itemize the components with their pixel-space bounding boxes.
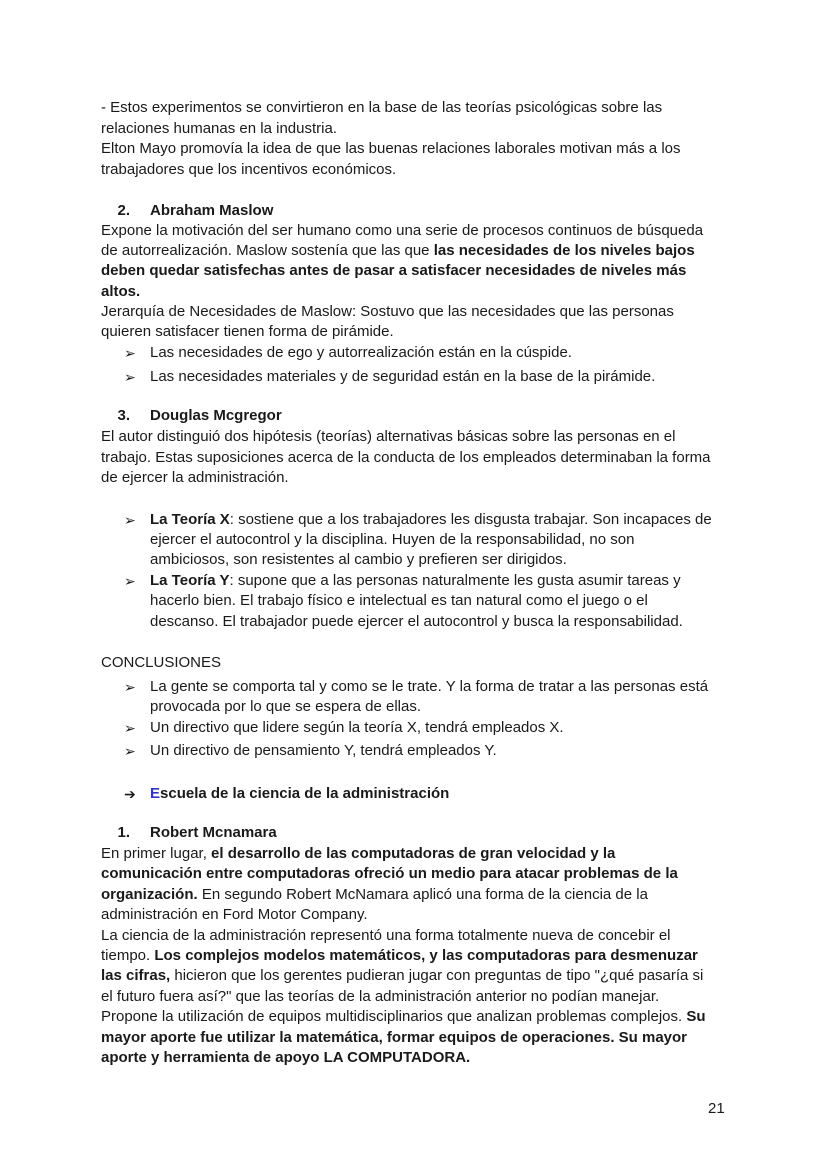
text-line xyxy=(150,698,421,716)
arrowhead-bullet-icon: ➢ xyxy=(124,743,136,759)
text-line xyxy=(101,140,681,158)
bold-text: las cifras, xyxy=(101,967,171,984)
text: : sostiene que a los trabajadores les disgusta trabajar. Son incapaces de xyxy=(229,511,712,528)
section-heading xyxy=(117,824,277,842)
text-line xyxy=(101,865,678,883)
arrowhead-bullet-icon: ➢ xyxy=(124,679,136,695)
text: ambiciosos, son resistentes al cambio y prefieren ser dirigidos. xyxy=(150,551,567,568)
text: trabajo. Estas suposiciones acerca de la conducta de los empleados determinaban la forma xyxy=(101,449,711,466)
bullet-item xyxy=(124,742,497,760)
text: La gente se comporta tal y como se le trate. Y la forma de tratar a las personas está xyxy=(150,678,709,695)
text-line xyxy=(101,222,703,240)
text: administración en Ford Motor Company. xyxy=(101,906,368,923)
text-line xyxy=(101,886,648,904)
text-line xyxy=(101,428,675,446)
text-line xyxy=(101,906,368,924)
bold-text: las necesidades de los niveles bajos xyxy=(433,242,695,259)
bold-text: altos. xyxy=(101,283,141,300)
text-line xyxy=(101,120,337,138)
bold-text: E xyxy=(150,785,161,802)
text: tiempo. xyxy=(101,947,155,964)
text: CONCLUSIONES xyxy=(101,654,222,671)
bold-text: mayor aporte fue utilizar la matemática, formar equipos de operaciones. Su mayor xyxy=(101,1029,688,1046)
bullet-item xyxy=(124,572,681,590)
text: el futuro fuera así?" que las teorías de la administración anterior no podían manejar. xyxy=(101,988,660,1005)
text: ejercer el autocontrol y la disciplina. Huyen de la responsabilidad, no son xyxy=(150,531,635,548)
bold-text: La Teoría Y xyxy=(150,572,230,589)
text-line xyxy=(101,654,221,672)
page-number: 21 xyxy=(708,1100,725,1117)
text-line xyxy=(150,613,683,631)
text: descanso. El trabajador puede ejercer el autocontrol y busca la responsabilidad. xyxy=(150,613,683,630)
text: : supone que a las personas naturalmente les gusta asumir tareas y xyxy=(229,572,681,589)
text: Propone la utilización de equipos multidisciplinarios que analizan problemas complejos. xyxy=(101,1008,687,1025)
arrow-bullet-icon: ➔ xyxy=(124,786,136,802)
text: quieren satisfacer tienen forma de pirámide. xyxy=(101,323,394,340)
bold-text: Abraham Maslow xyxy=(150,202,274,219)
text: Un directivo que lidere según la teoría X, tendrá empleados X. xyxy=(150,719,564,736)
bold-text: aporte y herramienta de apoyo LA COMPUTADORA. xyxy=(101,1049,471,1066)
text-line xyxy=(101,947,698,965)
text-line xyxy=(101,242,695,260)
arrowhead-bullet-icon: ➢ xyxy=(124,369,136,385)
text: provocada por lo que se espera de ellas. xyxy=(150,698,422,715)
text: - Estos experimentos se convirtieron en la base de las teorías psicológicas sobre las xyxy=(101,99,663,116)
text: Elton Mayo promovía la idea de que las buenas relaciones laborales motivan más a los xyxy=(101,140,681,157)
bold-text: el desarrollo de las computadoras de gran velocidad y la xyxy=(211,845,616,862)
text-line xyxy=(101,988,659,1006)
heading-number: 3. xyxy=(117,407,130,424)
text-line xyxy=(101,161,396,179)
text-line xyxy=(101,1008,706,1026)
bold-text: La Teoría X xyxy=(150,511,230,528)
text-line xyxy=(150,592,648,610)
text: Expone la motivación del ser humano como una serie de procesos continuos de búsqueda xyxy=(101,222,704,239)
text-line xyxy=(101,99,662,117)
bullet-item xyxy=(124,678,709,696)
text-line xyxy=(150,551,567,569)
text-line xyxy=(101,449,711,467)
text-line xyxy=(101,262,686,280)
text: de ejercer la administración. xyxy=(101,469,289,486)
text: Las necesidades de ego y autorrealización están en la cúspide. xyxy=(150,344,572,361)
arrowhead-bullet-icon: ➢ xyxy=(124,720,136,736)
text: En primer lugar, xyxy=(101,845,212,862)
text-line xyxy=(101,1029,687,1047)
bullet-item xyxy=(124,719,564,737)
text: Jerarquía de Necesidades de Maslow: Sostuvo que las necesidades que las personas xyxy=(101,303,674,320)
bullet-item xyxy=(124,785,450,803)
text: hicieron que los gerentes pudieran jugar con preguntas de tipo "¿qué pasaría si xyxy=(170,967,704,984)
arrowhead-bullet-icon: ➢ xyxy=(124,573,136,589)
text: hacerlo bien. El trabajo físico e intelectual es tan natural como el juego o el xyxy=(150,592,648,609)
text: La ciencia de la administración representó una forma totalmente nueva de concebir el xyxy=(101,927,671,944)
text: de autorrealización. Maslow sostenía que las que xyxy=(101,242,434,259)
heading-number: 2. xyxy=(117,202,130,219)
arrowhead-bullet-icon: ➢ xyxy=(124,512,136,528)
bold-text: scuela de la ciencia de la administración xyxy=(160,785,450,802)
arrowhead-bullet-icon: ➢ xyxy=(124,345,136,361)
bullet-item xyxy=(124,344,572,362)
text-line xyxy=(101,469,289,487)
text: Las necesidades materiales y de seguridad están en la base de la pirámide. xyxy=(150,368,656,385)
text: En segundo Robert McNamara aplicó una forma de la ciencia de la xyxy=(197,886,648,903)
text-line xyxy=(101,927,671,945)
section-heading xyxy=(117,202,274,220)
section-heading xyxy=(117,407,282,425)
text: relaciones humanas en la industria. xyxy=(101,120,337,137)
bold-text: Robert Mcnamara xyxy=(150,824,277,841)
bullet-item xyxy=(124,511,712,529)
bold-text: Douglas Mcgregor xyxy=(150,407,282,424)
text-line xyxy=(101,1049,470,1067)
text-line xyxy=(101,303,674,321)
bold-text: organización. xyxy=(101,886,198,903)
bold-text: comunicación entre computadoras ofreció un medio para atacar problemas de la xyxy=(101,865,678,882)
text-line xyxy=(150,531,634,549)
bold-text: deben quedar satisfechas antes de pasar a satisfacer necesidades de niveles más xyxy=(101,262,687,279)
text-line xyxy=(101,967,703,985)
bullet-item xyxy=(124,368,656,386)
bold-text: Los complejos modelos matemáticos, y las computadoras para desmenuzar xyxy=(154,947,698,964)
heading-number: 1. xyxy=(117,824,130,841)
bold-text: Su xyxy=(686,1008,706,1025)
text-line xyxy=(101,845,615,863)
text: Un directivo de pensamiento Y, tendrá empleados Y. xyxy=(150,742,497,759)
text-line xyxy=(101,283,140,301)
text: trabajadores que los incentivos económicos. xyxy=(101,161,397,178)
text-line xyxy=(101,323,394,341)
text: El autor distinguió dos hipótesis (teorías) alternativas básicas sobre las personas en el xyxy=(101,428,676,445)
